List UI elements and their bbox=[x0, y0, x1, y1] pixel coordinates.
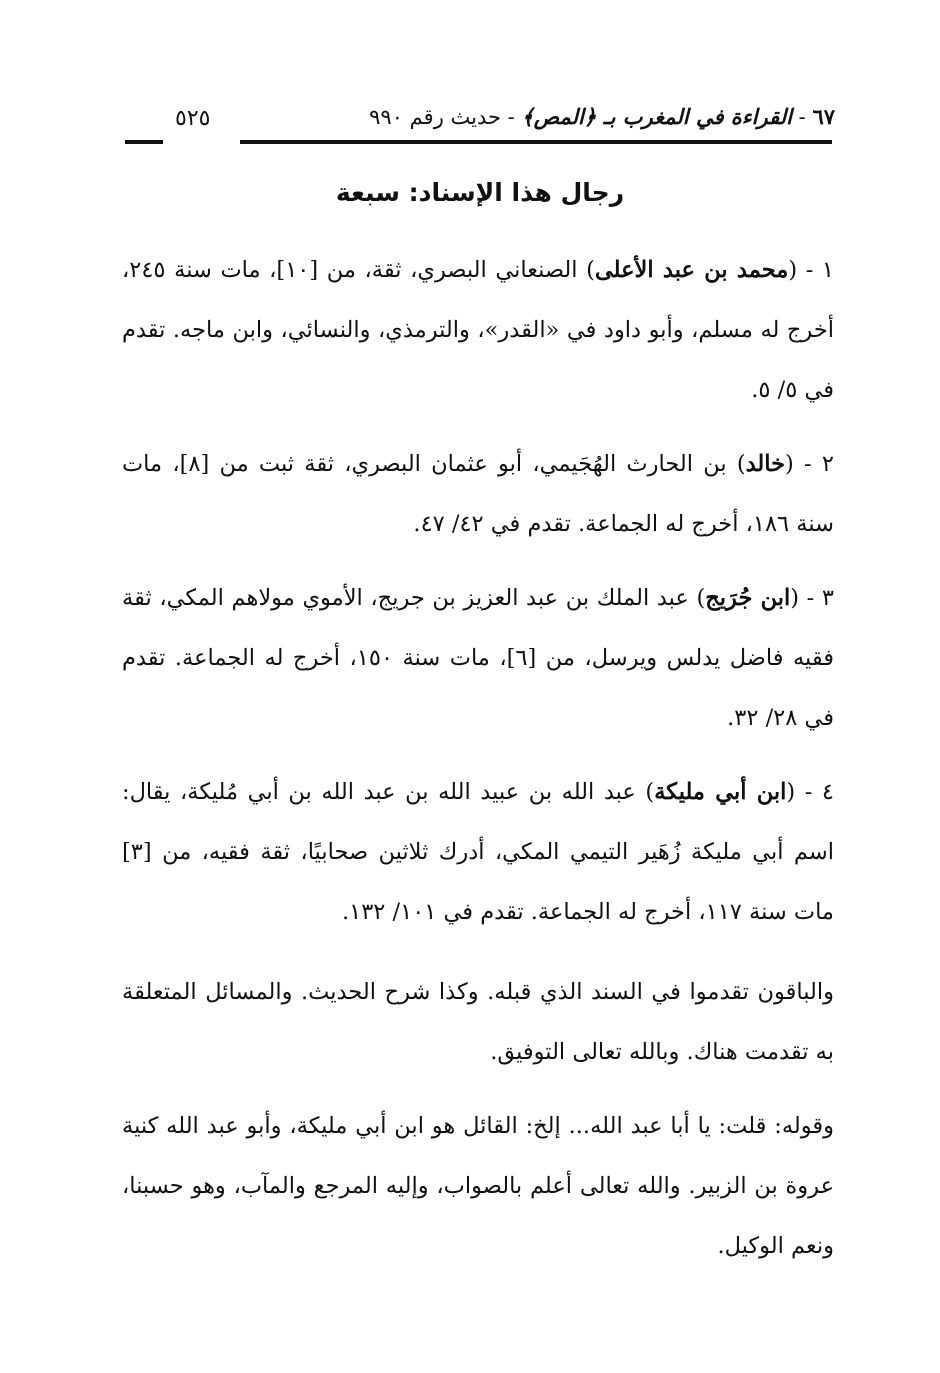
chapter-title: القراءة في المغرب بـ ﴿المص﴾ bbox=[521, 104, 792, 129]
commentary-paragraph-2: وقوله: قلت: يا أبا عبد الله... إلخ: القائل هو ابن أبي مليكة، وأبو عبد الله كنية عروة بن الزبير. والله تعالى أعلم بالصواب، وإليه المرجع والمآب، وهو حسبنا، ونعم الوكيل. bbox=[122, 1113, 834, 1259]
narrator-entry-2: ٢ - (خالد) بن الحارث الهُجَيمي، أبو عثمان البصري، ثقة ثبت من [٨]، مات سنة ١٨٦، أخرج له الجماعة. تقدم في ٤٢/ ٤٧. bbox=[122, 451, 834, 537]
entry-number: ٤ - ( bbox=[786, 779, 834, 805]
page-number-rule bbox=[125, 140, 163, 144]
running-header bbox=[125, 98, 835, 144]
section-heading: رجال هذا الإسناد: سبعة bbox=[335, 178, 625, 207]
page-number: ٥٢٥ bbox=[175, 106, 211, 131]
narrator-entry-3: ٣ - (ابن جُرَيج) عبد الملك بن عبد العزيز بن جريج، الأموي مولاهم المكي، ثقة فقيه فاضل يدلس ويرسل، من [٦]، مات سنة ١٥٠، أخرج له الجماعة. تقدم في ٢٨/ ٣٢. bbox=[122, 585, 834, 731]
entry-number: ١ - ( bbox=[788, 257, 834, 283]
chapter-number: ٦٧ bbox=[812, 104, 835, 129]
entry-number: ٣ - ( bbox=[790, 585, 834, 611]
narrator-name: ابن أبي مليكة bbox=[654, 779, 787, 805]
narrator-text: الصنعاني البصري، ثقة، من [١٠]، مات سنة ٢٤٥، أخرج له مسلم، وأبو داود في «القدر»، والترمذي، والنسائي، وابن ماجه. تقدم في ٥/ ٥. bbox=[122, 257, 834, 403]
narrator-name: محمد بن عبد الأعلى bbox=[594, 257, 789, 283]
narrator-name: خالد bbox=[745, 451, 786, 477]
hadith-reference: حديث رقم ٩٩٠ bbox=[369, 105, 501, 129]
page-body bbox=[122, 240, 834, 1290]
narrator-entry-1: ١ - (محمد بن عبد الأعلى) الصنعاني البصري، ثقة، من [١٠]، مات سنة ٢٤٥، أخرج له مسلم، وأبو داود في «القدر»، والترمذي، والنسائي، وابن ماجه. تقدم في ٥/ ٥. bbox=[122, 257, 834, 403]
narrator-entry-4: ٤ - (ابن أبي مليكة) عبد الله بن عبيد الله بن عبد الله بن أبي مُليكة، يقال: اسم أبي مليكة زُهَير التيمي المكي، أدرك ثلاثين صحابيًا، ثقة فقيه، من [٣] مات سنة ١١٧، أخرج له الجماعة. تقدم في ١٠١/ ١٣٢. bbox=[122, 779, 834, 925]
commentary-paragraph-1: والباقون تقدموا في السند الذي قبله. وكذا شرح الحديث. والمسائل المتعلقة به تقدمت هناك. وبالله تعالى التوفيق. bbox=[122, 979, 834, 1065]
entry-number: ٢ - ( bbox=[785, 451, 834, 477]
narrator-text: عبد الملك بن عبد العزيز بن جريج، الأموي مولاهم المكي، ثقة فقيه فاضل يدلس ويرسل، من [٦]، مات سنة ١٥٠، أخرج له الجماعة. تقدم في ٢٨/ ٣٢. bbox=[122, 585, 834, 731]
header-rule bbox=[240, 140, 832, 144]
narrator-name: ابن جُرَيج bbox=[705, 585, 791, 611]
header-title: ٦٧ - القراءة في المغرب بـ ﴿المص﴾ - حديث رقم ٩٩٠ bbox=[369, 104, 835, 129]
narrator-text: بن الحارث الهُجَيمي، أبو عثمان البصري، ثقة ثبت من [٨]، مات سنة ١٨٦، أخرج له الجماعة. تقدم في ٤٢/ ٤٧. bbox=[122, 451, 834, 537]
narrator-text: عبد الله بن عبيد الله بن عبد الله بن أبي مُليكة، يقال: اسم أبي مليكة زُهَير التيمي المكي، أدرك ثلاثين صحابيًا، ثقة فقيه، من [٣] مات سنة ١١٧، أخرج له الجماعة. تقدم في ١٠١/ ١٣٢. bbox=[122, 779, 834, 925]
